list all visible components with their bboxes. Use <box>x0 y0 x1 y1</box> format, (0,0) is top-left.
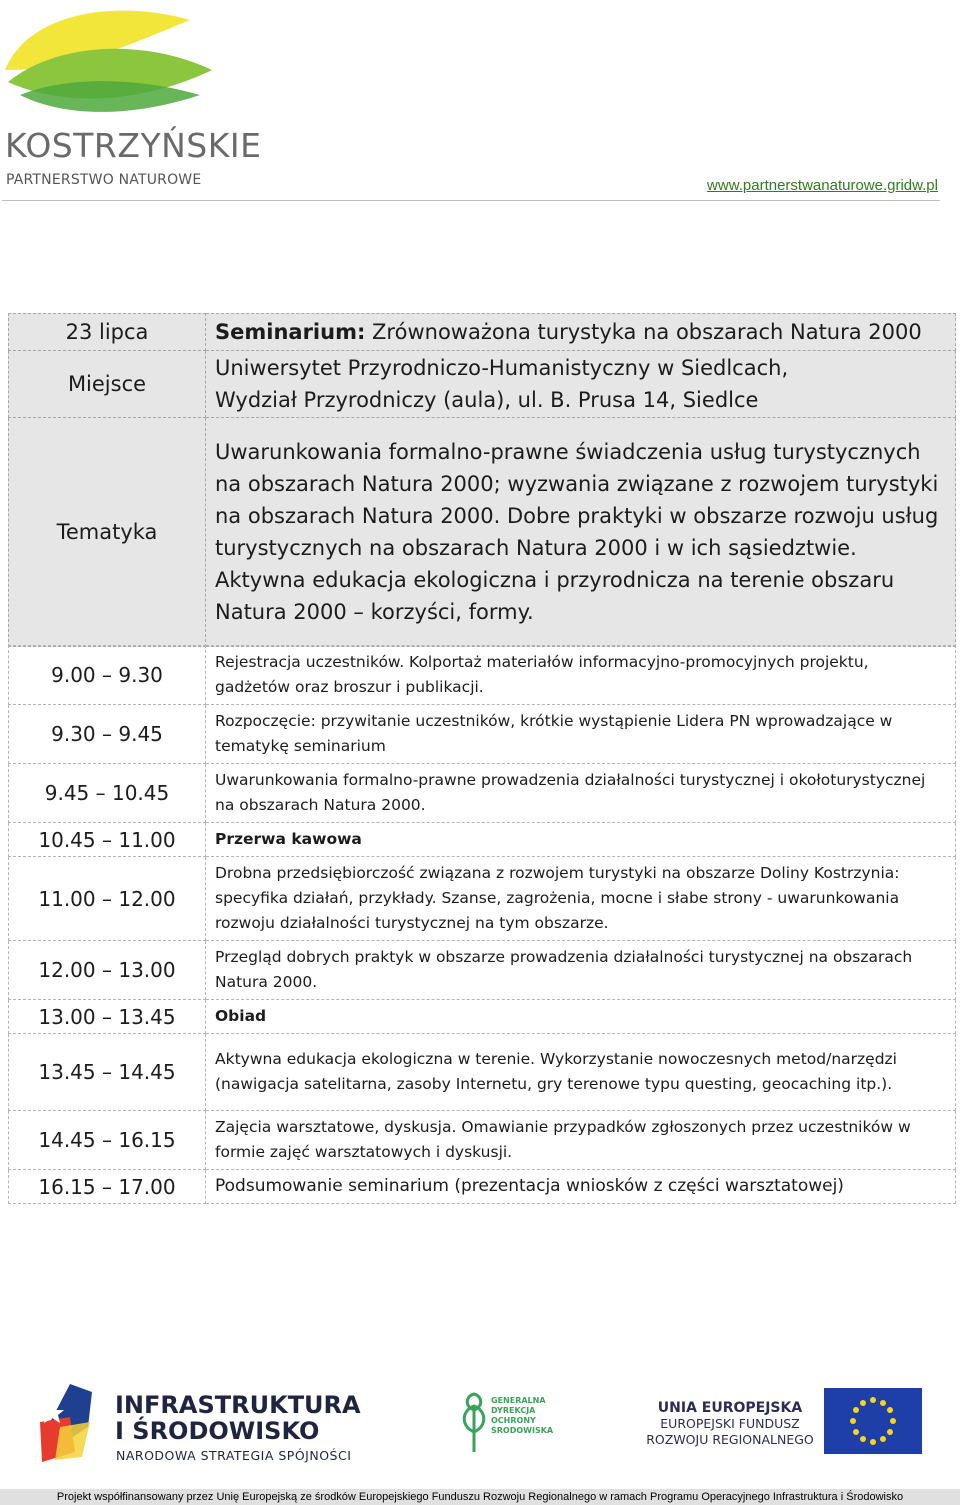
schedule-row <box>9 1034 956 1111</box>
topic-label: Tematyka <box>9 418 206 647</box>
schedule-description: Obiad <box>206 1000 956 1034</box>
gdos-line-4: ŚRODOWISKA <box>491 1426 554 1435</box>
eu-flag-icon <box>824 1388 922 1454</box>
schedule-row <box>9 1000 956 1034</box>
schedule-description: Uwarunkowania formalno-prawne prowadzenia działalności turystycznej i okołoturystycznej na obszarach Natura 2000. <box>206 764 956 823</box>
seminar-label: Seminarium: <box>215 320 366 344</box>
logo-subtitle: PARTNERSTWO NATUROWE <box>6 172 202 188</box>
place-line-2: Wydział Przyrodniczy (aula), ul. B. Prusa 14, Siedlce <box>215 388 759 412</box>
schedule-time: 14.45 – 16.15 <box>9 1111 206 1170</box>
schedule-description: Przegląd dobrych praktyk w obszarze prowadzenia działalności turystycznej na obszarach Natura 2000. <box>206 941 956 1000</box>
schedule-description: Aktywna edukacja ekologiczna w terenie. Wykorzystanie nowoczesnych metod/narzędzi (nawigacja satelitarna, zasoby Internetu, gry terenowe typu questing, geocaching itp.). <box>206 1034 956 1111</box>
logo-title: KOSTRZYŃSKIE <box>5 126 262 165</box>
website-link[interactable]: www.partnerstwanaturowe.gridw.pl <box>707 177 938 194</box>
schedule-description: Zajęcia warsztatowe, dyskusja. Omawianie przypadków zgłoszonych przez uczestników w formie zajęć warsztatowych i dyskusji. <box>206 1111 956 1170</box>
schedule-time: 9.30 – 9.45 <box>9 705 206 764</box>
seminar-title-cell <box>206 314 956 351</box>
topic-text: Uwarunkowania formalno-prawne świadczenia usług turystycznych na obszarach Natura 2000; wyzwania związane z rozwojem turystyki na obszarach Natura 2000. Dobre praktyki w obszarze rozwoju usług turystycznych na obszarach Natura 2000 i w ich sąsiedztwie. Aktywna edukacja ekologiczna i przyrodnicza na terenie obszaru Natura 2000 – korzyści, formy. <box>206 418 956 647</box>
gdos-text <box>491 1396 553 1436</box>
header <box>0 0 960 205</box>
footer-logos <box>0 1370 960 1470</box>
is-subtitle: NARODOWA STRATEGIA SPÓJNOŚCI <box>116 1448 352 1463</box>
schedule-time: 13.00 – 13.45 <box>9 1000 206 1034</box>
is-title-line-1: INFRASTRUKTURA <box>115 1391 361 1419</box>
seminar-title: Zrównoważona turystyka na obszarach Natura 2000 <box>372 320 922 344</box>
header-divider <box>2 200 940 201</box>
gdos-tree-icon <box>458 1386 490 1454</box>
schedule-description: Przerwa kawowa <box>206 823 956 857</box>
gdos-line-1: GENERALNA <box>491 1396 546 1405</box>
gdos-line-2: DYREKCJA <box>491 1406 536 1415</box>
topic-row <box>9 418 956 647</box>
schedule-time: 13.45 – 14.45 <box>9 1034 206 1111</box>
schedule-description: Drobna przedsiębiorczość związana z rozwojem turystyki na obszarze Doliny Kostrzynia: specyfika działań, przykłady. Szanse, zagrożenia, mocne i słabe strony - uwarunkowania rozwoju działalności turystycznej na tym obszarze. <box>206 857 956 941</box>
infrastruktura-srodowisko-icon <box>30 1382 110 1467</box>
schedule-row <box>9 823 956 857</box>
schedule-time: 12.00 – 13.00 <box>9 941 206 1000</box>
schedule-description: Podsumowanie seminarium (prezentacja wniosków z części warsztatowej) <box>206 1170 956 1204</box>
place-label: Miejsce <box>9 351 206 418</box>
schedule-row <box>9 764 956 823</box>
schedule-time: 16.15 – 17.00 <box>9 1170 206 1204</box>
schedule-table <box>8 645 956 1204</box>
is-title-line-2: I ŚRODOWISKO <box>115 1417 320 1445</box>
schedule-time: 11.00 – 12.00 <box>9 857 206 941</box>
place-row <box>9 351 956 418</box>
event-date: 23 lipca <box>9 314 206 351</box>
footer-note: Projekt współfinansowany przez Unię Europejską ze środków Europejskiego Funduszu Rozwoju Regionalnego w ramach Programu Operacyjnego Infrastruktura i Środowisko <box>0 1489 960 1505</box>
gdos-line-3: OCHRONY <box>491 1416 536 1425</box>
schedule-time: 10.45 – 11.00 <box>9 823 206 857</box>
event-title-row <box>9 314 956 351</box>
event-info-table <box>8 313 956 647</box>
schedule-row <box>9 1170 956 1204</box>
schedule-description: Rozpoczęcie: przywitanie uczestników, krótkie wystąpienie Lidera PN wprowadzające w tematykę seminarium <box>206 705 956 764</box>
schedule-row <box>9 646 956 705</box>
schedule-time: 9.00 – 9.30 <box>9 646 206 705</box>
schedule-row <box>9 705 956 764</box>
eu-line-1: EUROPEJSKI FUNDUSZ <box>660 1416 800 1431</box>
schedule-row <box>9 941 956 1000</box>
schedule-row <box>9 1111 956 1170</box>
eu-text <box>640 1400 820 1448</box>
eu-title: UNIA EUROPEJSKA <box>657 1400 803 1416</box>
infrastruktura-title <box>115 1392 361 1444</box>
place-value <box>206 351 956 418</box>
schedule-description: Rejestracja uczestników. Kolportaż materiałów informacyjno-promocyjnych projektu, gadżetów oraz broszur i publikacji. <box>206 646 956 705</box>
place-line-1: Uniwersytet Przyrodniczo-Humanistyczny w Siedlcach, <box>215 356 789 380</box>
kostrzynskie-logo <box>0 0 262 200</box>
eu-line-2: ROZWOJU REGIONALNEGO <box>646 1432 814 1447</box>
leaf-logo-icon <box>0 0 220 125</box>
schedule-time: 9.45 – 10.45 <box>9 764 206 823</box>
schedule-row <box>9 857 956 941</box>
